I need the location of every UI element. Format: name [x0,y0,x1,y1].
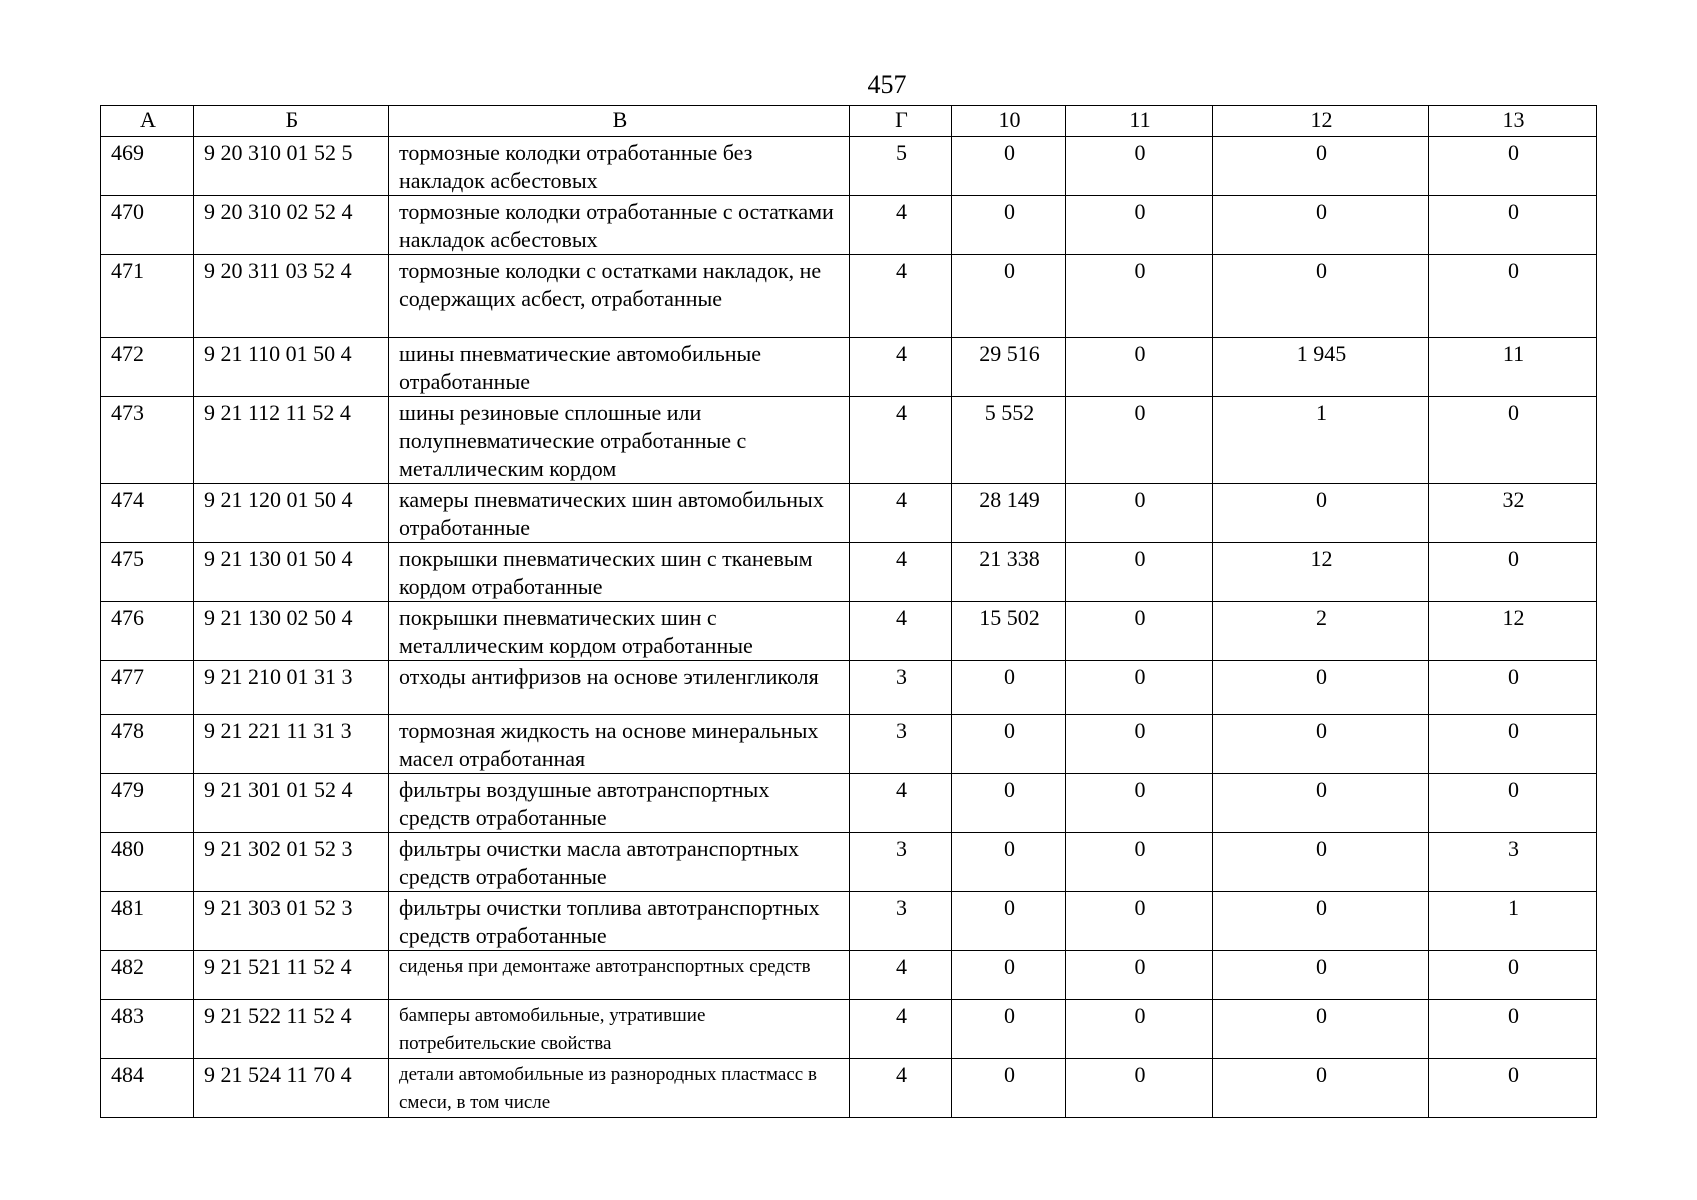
table-row [101,255,1597,338]
value-col-12: 2 [1213,602,1429,661]
table-row [101,137,1597,196]
column-header-11: 11 [1066,106,1213,137]
value-col-13: 0 [1429,774,1597,833]
table-row [101,661,1597,715]
value-col-12: 0 [1213,951,1429,1000]
value-col-11: 0 [1066,892,1213,951]
column-header-g: Г [850,106,952,137]
value-col-12: 0 [1213,1059,1429,1118]
value-col-11: 0 [1066,774,1213,833]
column-header-v: В [389,106,850,137]
table-row [101,1059,1597,1118]
column-header-10: 10 [952,106,1066,137]
row-number: 483 [101,1000,194,1059]
value-col-13: 32 [1429,484,1597,543]
value-col-10: 0 [952,137,1066,196]
hazard-class: 4 [850,602,952,661]
hazard-class: 4 [850,484,952,543]
waste-name: тормозные колодки отработанные с остатками накладок асбестовых [389,196,850,255]
value-col-11: 0 [1066,602,1213,661]
page-number: 457 [867,70,907,99]
hazard-class: 4 [850,774,952,833]
waste-name: тормозные колодки с остатками накладок, не содержащих асбест, отработанные [389,255,850,338]
value-col-12: 0 [1213,833,1429,892]
waste-name: шины резиновые сплошные или полупневматические отработанные с металлическим кордом [389,397,850,484]
value-col-13: 0 [1429,137,1597,196]
hazard-class: 4 [850,1000,952,1059]
value-col-12: 1 [1213,397,1429,484]
waste-name: фильтры очистки масла автотранспортных средств отработанные [389,833,850,892]
value-col-10: 0 [952,892,1066,951]
table-row [101,338,1597,397]
hazard-class: 4 [850,338,952,397]
waste-name: бамперы автомобильные, утратившие потребительские свойства [389,1000,850,1059]
waste-code: 9 20 310 01 52 5 [194,137,389,196]
row-number: 474 [101,484,194,543]
row-number: 484 [101,1059,194,1118]
value-col-11: 0 [1066,833,1213,892]
row-number: 472 [101,338,194,397]
waste-code: 9 21 210 01 31 3 [194,661,389,715]
table-row [101,774,1597,833]
value-col-11: 0 [1066,397,1213,484]
table-row [101,833,1597,892]
value-col-11: 0 [1066,484,1213,543]
value-col-12: 0 [1213,484,1429,543]
value-col-13: 0 [1429,715,1597,774]
waste-name: отходы антифризов на основе этиленгликоля [389,661,850,715]
row-number: 476 [101,602,194,661]
column-header-a: А [101,106,194,137]
value-col-10: 21 338 [952,543,1066,602]
value-col-12: 0 [1213,661,1429,715]
table-row [101,602,1597,661]
row-number: 481 [101,892,194,951]
waste-code: 9 21 221 11 31 3 [194,715,389,774]
waste-code: 9 20 311 03 52 4 [194,255,389,338]
value-col-11: 0 [1066,338,1213,397]
waste-name: шины пневматические автомобильные отработанные [389,338,850,397]
value-col-11: 0 [1066,661,1213,715]
waste-name: покрышки пневматических шин с тканевым кордом отработанные [389,543,850,602]
value-col-13: 0 [1429,1059,1597,1118]
value-col-12: 0 [1213,255,1429,338]
value-col-13: 0 [1429,661,1597,715]
waste-code: 9 21 303 01 52 3 [194,892,389,951]
value-col-12: 0 [1213,774,1429,833]
hazard-class: 4 [850,543,952,602]
waste-code: 9 21 302 01 52 3 [194,833,389,892]
row-number: 469 [101,137,194,196]
value-col-11: 0 [1066,1000,1213,1059]
row-number: 478 [101,715,194,774]
table-row [101,196,1597,255]
value-col-12: 0 [1213,715,1429,774]
value-col-11: 0 [1066,715,1213,774]
value-col-10: 0 [952,715,1066,774]
waste-code: 9 21 130 01 50 4 [194,543,389,602]
waste-code: 9 21 112 11 52 4 [194,397,389,484]
header-row [101,106,1597,137]
value-col-10: 5 552 [952,397,1066,484]
waste-name: тормозная жидкость на основе минеральных масел отработанная [389,715,850,774]
waste-code: 9 21 524 11 70 4 [194,1059,389,1118]
table-row [101,484,1597,543]
waste-name: тормозные колодки отработанные без накладок асбестовых [389,137,850,196]
value-col-13: 0 [1429,397,1597,484]
hazard-class: 4 [850,951,952,1000]
value-col-13: 0 [1429,196,1597,255]
hazard-class: 3 [850,833,952,892]
waste-code: 9 20 310 02 52 4 [194,196,389,255]
column-header-13: 13 [1429,106,1597,137]
table-row [101,397,1597,484]
table-row [101,715,1597,774]
value-col-10: 15 502 [952,602,1066,661]
row-number: 480 [101,833,194,892]
table-row [101,951,1597,1000]
value-col-11: 0 [1066,137,1213,196]
value-col-13: 12 [1429,602,1597,661]
waste-code: 9 21 522 11 52 4 [194,1000,389,1059]
value-col-13: 0 [1429,1000,1597,1059]
value-col-10: 0 [952,774,1066,833]
column-header-12: 12 [1213,106,1429,137]
hazard-class: 5 [850,137,952,196]
hazard-class: 3 [850,661,952,715]
value-col-10: 29 516 [952,338,1066,397]
waste-name: камеры пневматических шин автомобильных отработанные [389,484,850,543]
value-col-12: 0 [1213,892,1429,951]
value-col-11: 0 [1066,951,1213,1000]
value-col-12: 12 [1213,543,1429,602]
waste-code: 9 21 120 01 50 4 [194,484,389,543]
row-number: 471 [101,255,194,338]
hazard-class: 3 [850,715,952,774]
value-col-10: 0 [952,661,1066,715]
hazard-class: 4 [850,196,952,255]
waste-name: фильтры очистки топлива автотранспортных средств отработанные [389,892,850,951]
row-number: 479 [101,774,194,833]
value-col-11: 0 [1066,255,1213,338]
waste-name: покрышки пневматических шин с металлическим кордом отработанные [389,602,850,661]
value-col-13: 3 [1429,833,1597,892]
value-col-13: 0 [1429,543,1597,602]
hazard-class: 4 [850,1059,952,1118]
value-col-10: 0 [952,196,1066,255]
value-col-13: 1 [1429,892,1597,951]
table-row [101,892,1597,951]
waste-table [100,105,1597,1118]
value-col-11: 0 [1066,543,1213,602]
hazard-class: 4 [850,255,952,338]
waste-name: детали автомобильные из разнородных пластмасс в смеси, в том числе [389,1059,850,1118]
row-number: 477 [101,661,194,715]
hazard-class: 4 [850,397,952,484]
waste-code: 9 21 521 11 52 4 [194,951,389,1000]
value-col-11: 0 [1066,196,1213,255]
hazard-class: 3 [850,892,952,951]
value-col-13: 0 [1429,951,1597,1000]
value-col-10: 0 [952,951,1066,1000]
value-col-12: 0 [1213,137,1429,196]
value-col-12: 0 [1213,196,1429,255]
value-col-10: 0 [952,1059,1066,1118]
value-col-13: 0 [1429,255,1597,338]
waste-name: фильтры воздушные автотранспортных средств отработанные [389,774,850,833]
waste-code: 9 21 110 01 50 4 [194,338,389,397]
row-number: 482 [101,951,194,1000]
waste-code: 9 21 301 01 52 4 [194,774,389,833]
value-col-10: 0 [952,1000,1066,1059]
value-col-10: 0 [952,833,1066,892]
value-col-12: 0 [1213,1000,1429,1059]
table-row [101,543,1597,602]
column-header-b: Б [194,106,389,137]
value-col-11: 0 [1066,1059,1213,1118]
waste-name: сиденья при демонтаже автотранспортных средств [389,951,850,1000]
table-row [101,1000,1597,1059]
row-number: 470 [101,196,194,255]
row-number: 473 [101,397,194,484]
value-col-10: 0 [952,255,1066,338]
value-col-10: 28 149 [952,484,1066,543]
row-number: 475 [101,543,194,602]
value-col-12: 1 945 [1213,338,1429,397]
value-col-13: 11 [1429,338,1597,397]
waste-code: 9 21 130 02 50 4 [194,602,389,661]
